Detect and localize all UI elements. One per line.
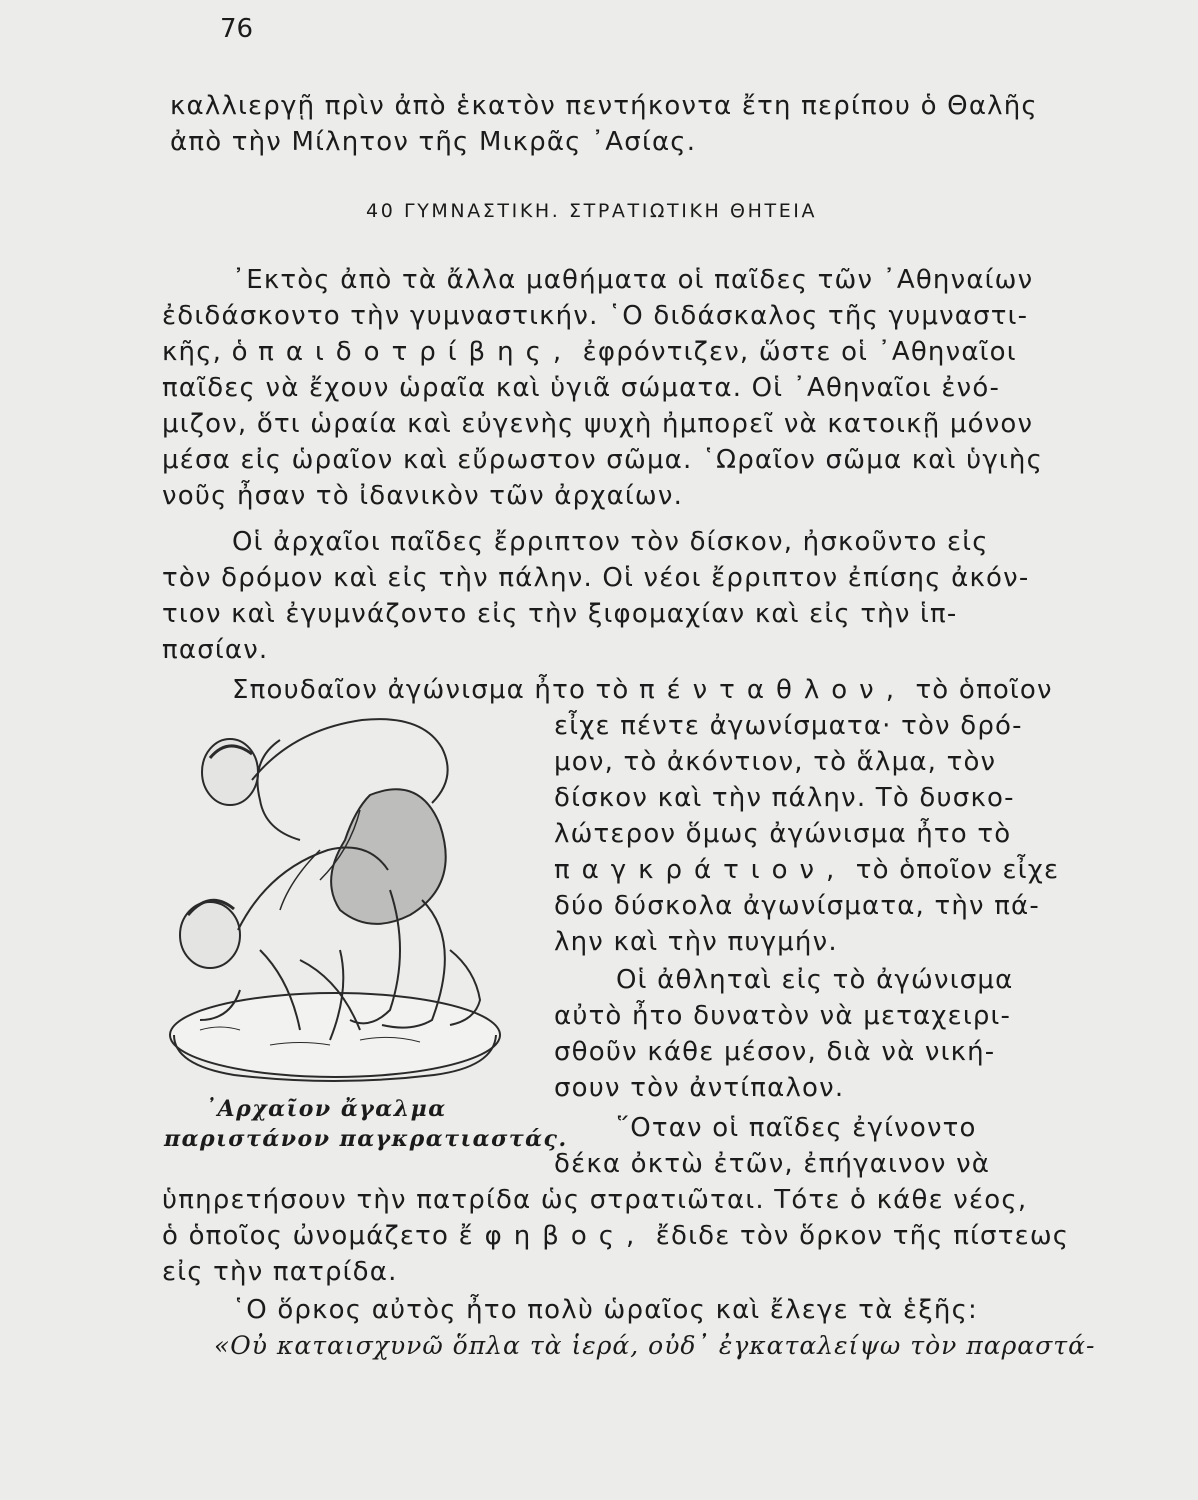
- p2-line-2: τὸν δρόμον καὶ εἰς τὴν πάλην. Οἱ νέοι ἔρριπτον ἐπίσης ἀκόν-: [162, 563, 1030, 593]
- p2-line-3: τιον καὶ ἐγυμνάζοντο εἰς τὴν ξιφομαχίαν καὶ εἰς τὴν ἱπ-: [162, 599, 958, 629]
- intro-line-2: ἀπὸ τὴν Μίλητον τῆς Μικρᾶς ᾿Ασίας.: [170, 127, 697, 157]
- figure-caption-line-1: ᾿Αρχαῖον ἄγαλμα: [205, 1096, 447, 1122]
- p1-line-3: [162, 334, 1017, 370]
- oath-quote: «Οὐ καταισχυνῶ ὅπλα τὰ ἱερά, οὐδ᾽ ἐγκαταλείψω τὸν παραστά-: [214, 1331, 1096, 1360]
- term-paidotrives: παιδοτρίβης,: [258, 337, 574, 367]
- p3-line-4: δίσκον καὶ τὴν πάλην. Τὸ δυσκο-: [554, 783, 1015, 813]
- p1-line-7: νοῦς ἦσαν τὸ ἰδανικὸν τῶν ἀρχαίων.: [162, 481, 684, 511]
- p4-line-4: σουν τὸν ἀντίπαλον.: [554, 1073, 845, 1103]
- pankration-statue-illustration: [160, 700, 510, 1090]
- page-number: 76: [220, 14, 254, 44]
- p5-line-4c: ἔδιδε τὸν ὅρκον τῆς πίστεως: [655, 1221, 1070, 1251]
- p5-line-4a: ὁ ὁποῖος ὠνομάζετο: [162, 1221, 450, 1251]
- section-heading: 40 ΓΥΜΝΑΣΤΙΚΗ. ΣΤΡΑΤΙΩΤΙΚΗ ΘΗΤΕΙΑ: [366, 200, 818, 222]
- p3-line-1c: τὸ ὁποῖον: [915, 675, 1053, 705]
- p1-line-2: ἐδιδάσκοντο τὴν γυμναστικήν. ῾Ο διδάσκαλος τῆς γυμναστι-: [162, 301, 1029, 331]
- p6-line-1: ῾Ο ὅρκος αὐτὸς ἦτο πολὺ ὡραῖος καὶ ἔλεγε τὰ ἑξῆς:: [232, 1295, 978, 1325]
- p4-line-1: Οἱ ἀθληταὶ εἰς τὸ ἀγώνισμα: [616, 965, 1014, 995]
- p5-line-1: ῞Οταν οἱ παῖδες ἐγίνοντο: [616, 1113, 977, 1143]
- p3-line-6b: τὸ ὁποῖον εἶχε: [855, 855, 1060, 885]
- p5-line-3: ὑπηρετήσουν τὴν πατρίδα ὡς στρατιῶται. Τότε ὁ κάθε νέος,: [162, 1185, 1028, 1215]
- p1-line-1: ᾿Εκτὸς ἀπὸ τὰ ἄλλα μαθήματα οἱ παῖδες τῶν ᾿Αθηναίων: [232, 265, 1034, 295]
- p5-line-5: εἰς τὴν πατρίδα.: [162, 1257, 398, 1287]
- p1-line-6: μέσα εἰς ὡραῖον καὶ εὔρωστον σῶμα. ῾Ωραῖον σῶμα καὶ ὑγιὴς: [162, 445, 1044, 475]
- p2-line-4: πασίαν.: [162, 635, 269, 665]
- term-ephebos: ἔφηβος,: [458, 1221, 647, 1251]
- p3-line-1a: Σπουδαῖον ἀγώνισμα ἦτο τὸ: [232, 675, 630, 705]
- p3-line-8: λην καὶ τὴν πυγμήν.: [554, 927, 838, 957]
- p5-line-4: [162, 1218, 1069, 1254]
- figure-caption-line-2: παριστάνον παγκρατιαστάς.: [164, 1126, 568, 1152]
- p1-line-3c: ἐφρόντιζεν, ὥστε οἱ ᾿Αθηναῖοι: [582, 337, 1017, 367]
- p3-line-3: μον, τὸ ἀκόντιον, τὸ ἅλμα, τὸν: [554, 747, 997, 777]
- p4-line-3: σθοῦν κάθε μέσον, διὰ νὰ νική-: [554, 1037, 996, 1067]
- p2-line-1: Οἱ ἀρχαῖοι παῖδες ἔρριπτον τὸν δίσκον, ἠσκοῦντο εἰς: [232, 527, 989, 557]
- term-pentathlon: πένταθλον,: [638, 675, 906, 705]
- term-pankration: παγκράτιον,: [554, 855, 847, 885]
- p5-line-2: δέκα ὀκτὼ ἐτῶν, ἐπήγαινον νὰ: [554, 1149, 991, 1179]
- p3-line-7: δύο δύσκολα ἀγωνίσματα, τὴν πά-: [554, 891, 1040, 921]
- p1-line-4: παῖδες νὰ ἔχουν ὡραῖα καὶ ὑγιᾶ σώματα. Οἱ ᾿Αθηναῖοι ἐνό-: [162, 373, 1001, 403]
- p4-line-2: αὐτὸ ἦτο δυνατὸν νὰ μεταχειρι-: [554, 1001, 1012, 1031]
- p3-line-6: [554, 852, 1059, 888]
- p1-line-3a: κῆς, ὁ: [162, 337, 249, 367]
- intro-line-1: καλλιεργῇ πρὶν ἀπὸ ἑκατὸν πεντήκοντα ἔτη περίπου ὁ Θαλῆς: [170, 91, 1038, 121]
- p3-line-5: λώτερον ὅμως ἀγώνισμα ἦτο τὸ: [554, 819, 1012, 849]
- p3-line-2: εἶχε πέντε ἀγωνίσματα· τὸν δρό-: [554, 711, 1023, 741]
- p1-line-5: μιζον, ὅτι ὡραία καὶ εὐγενὴς ψυχὴ ἠμπορεῖ νὰ κατοικῇ μόνον: [162, 409, 1034, 439]
